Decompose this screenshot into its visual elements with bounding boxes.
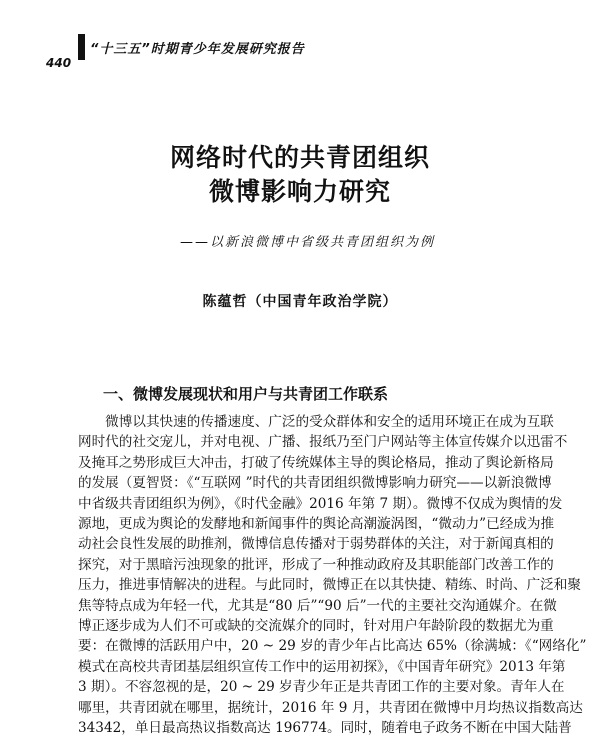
body-line: 网时代的社交宠儿，并对电视、广播、报纸乃至门户网站等主体宣传媒介以迅雷不	[78, 434, 568, 451]
body-line: 3 期）。不容忽视的是，20 ~ 29 岁青少年正是共青团工作的主要对象。青年人在	[78, 679, 565, 696]
body-line: 34342，单日最高热议指数高达 196774。同时，随着电子政务不断在中国大陆普	[78, 720, 572, 737]
author-line: 陈蕴哲（中国青年政治学院）	[202, 294, 398, 310]
body-line: 及掩耳之势形成巨大冲击，打破了传统媒体主导的舆论格局，推动了舆论新格局	[78, 454, 554, 471]
body-line: 中省级共青团组织为例》，《时代金融》2016 年第 7 期）。微博不仅成为舆情的发	[78, 495, 563, 512]
body-line: 哪里，共青团就在哪里，据统计，2016 年 9 月，共青团在微博中月均热议指数高达	[78, 699, 583, 716]
header-bar	[78, 34, 85, 60]
body-line: 源地，更成为舆论的发酵地和新闻事件的舆论高潮漩涡图，“微动力”已经成为推	[78, 516, 555, 533]
body-line: 探究，对于黑暗污浊现象的批评，形成了一种推动政府及其职能部门改善工作的	[78, 556, 554, 573]
article-subtitle: ——以新浪微博中省级共青团组织为例	[180, 235, 436, 250]
body-line: 要：在微博的活跃用户中，20 ~ 29 岁的青少年占比高达 65%（徐满城：《“网络化”	[78, 638, 587, 655]
section-heading: 一、微博发展现状和用户与共青团工作联系	[103, 385, 389, 403]
page-number: 440	[46, 56, 72, 70]
body-line: 的发展（夏智贤：《“互联网 ”时代的共青团组织微博影响力研究——以新浪微博	[78, 475, 552, 492]
body-line: 微博以其快速的传播速度、广泛的受众群体和安全的适用环境正在成为互联	[78, 414, 554, 430]
body-line: 博正逐步成为人们不可或缺的交流媒介的同时，针对用户年龄阶段的数据尤为重	[78, 618, 554, 635]
article-title-line-1: 网络时代的共青团组织	[169, 143, 430, 172]
body-paragraph	[78, 412, 587, 739]
body-line: 动社会良性发展的助推剂，微博信息传播对于弱势群体的关注，对于新闻真相的	[78, 536, 554, 553]
article-title-line-2: 微博影响力研究	[208, 177, 391, 206]
body-line: 模式在高校共青团基层组织宣传工作中的运用初探》，《中国青年研究》2013 年第	[78, 658, 566, 675]
body-line: 压力，推进事情解决的进程。与此同时，微博正在以其快捷、精练、时尚、广泛和聚	[78, 577, 581, 594]
running-title: “十三五”时期青少年发展研究报告	[90, 42, 305, 57]
body-line: 焦等特点成为年轻一代，尤其是“80 后”“90 后”一代的主要社交沟通媒介。在微	[78, 597, 557, 614]
